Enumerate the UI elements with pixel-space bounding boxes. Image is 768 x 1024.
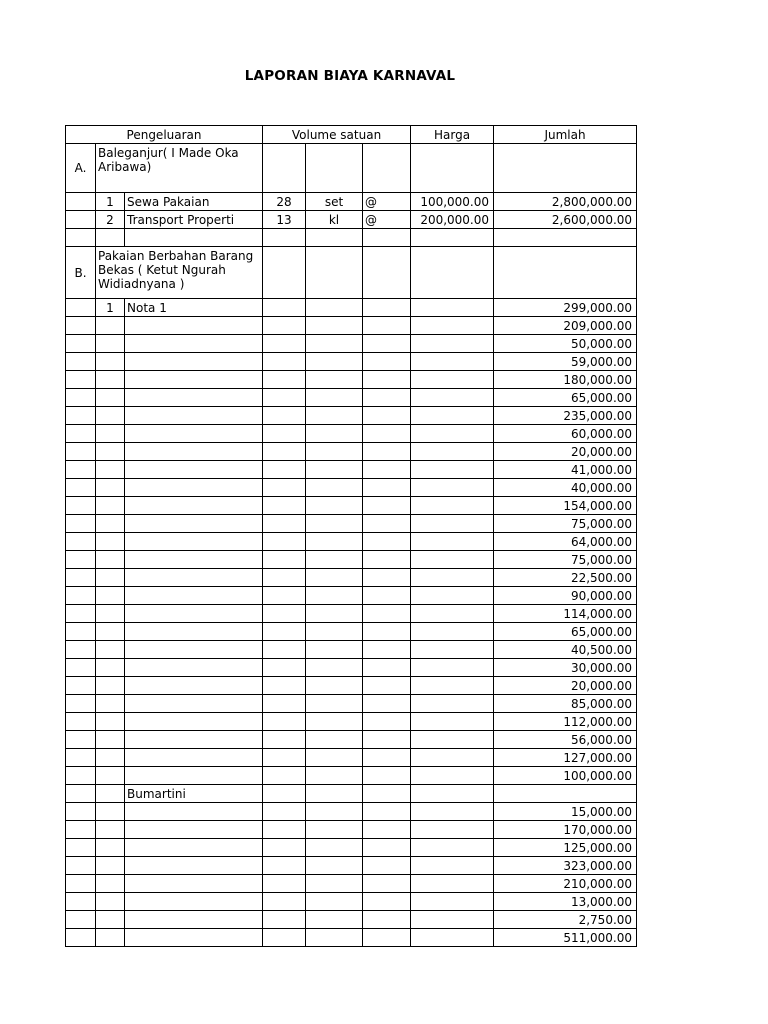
table-row xyxy=(66,533,637,551)
table-row xyxy=(66,299,637,317)
table-row xyxy=(66,569,637,587)
amount-cell: 114,000.00 xyxy=(494,605,637,623)
table-row xyxy=(66,425,637,443)
nota-no: 1 xyxy=(96,299,125,317)
amount-cell: 100,000.00 xyxy=(494,767,637,785)
table-row xyxy=(66,893,637,911)
amount-cell: 13,000.00 xyxy=(494,893,637,911)
item-total: 2,600,000.00 xyxy=(494,211,637,229)
amount-cell: 180,000.00 xyxy=(494,371,637,389)
amount-cell: 20,000.00 xyxy=(494,677,637,695)
amount-cell: 112,000.00 xyxy=(494,713,637,731)
header-harga: Harga xyxy=(411,126,494,144)
item-price: 200,000.00 xyxy=(411,211,494,229)
table-row xyxy=(66,211,637,229)
table-row xyxy=(66,677,637,695)
section-b-row xyxy=(66,247,637,299)
item-desc: Transport Properti xyxy=(125,211,263,229)
item-total: 2,800,000.00 xyxy=(494,193,637,211)
table-row xyxy=(66,389,637,407)
header-volume-satuan: Volume satuan xyxy=(263,126,411,144)
amount-cell: 154,000.00 xyxy=(494,497,637,515)
amount-cell: 50,000.00 xyxy=(494,335,637,353)
amount-cell: 210,000.00 xyxy=(494,875,637,893)
table-row xyxy=(66,857,637,875)
amount-cell: 299,000.00 xyxy=(494,299,637,317)
amount-cell: 65,000.00 xyxy=(494,389,637,407)
amount-cell: 170,000.00 xyxy=(494,821,637,839)
section-a-letter: A. xyxy=(66,144,96,193)
amount-cell: 15,000.00 xyxy=(494,803,637,821)
table-row xyxy=(66,407,637,425)
item-unit: kl xyxy=(306,211,363,229)
item-qty: 28 xyxy=(263,193,306,211)
table-row xyxy=(66,803,637,821)
header-pengeluaran: Pengeluaran xyxy=(66,126,263,144)
section-a-name: Baleganjur( I Made Oka Aribawa) xyxy=(96,144,263,193)
table-row xyxy=(66,497,637,515)
item-price: 100,000.00 xyxy=(411,193,494,211)
table-row xyxy=(66,785,637,803)
section-b-letter: B. xyxy=(66,247,96,299)
amount-cell: 20,000.00 xyxy=(494,443,637,461)
amount-cell: 65,000.00 xyxy=(494,623,637,641)
amount-cell: 60,000.00 xyxy=(494,425,637,443)
table-row xyxy=(66,623,637,641)
table-row xyxy=(66,839,637,857)
table-row xyxy=(66,443,637,461)
table-row xyxy=(66,911,637,929)
amount-cell: 41,000.00 xyxy=(494,461,637,479)
section-b-name: Pakaian Berbahan Barang Bekas ( Ketut Ngurah Widiadnyana ) xyxy=(96,247,263,299)
table-row xyxy=(66,587,637,605)
header-jumlah: Jumlah xyxy=(494,126,637,144)
table-row xyxy=(66,193,637,211)
table-row xyxy=(66,713,637,731)
amount-cell: 323,000.00 xyxy=(494,857,637,875)
amount-cell: 127,000.00 xyxy=(494,749,637,767)
table-row xyxy=(66,731,637,749)
amount-cell: 75,000.00 xyxy=(494,551,637,569)
amount-cell: 22,500.00 xyxy=(494,569,637,587)
table-row xyxy=(66,515,637,533)
amount-cell: 209,000.00 xyxy=(494,317,637,335)
amount-cell: 64,000.00 xyxy=(494,533,637,551)
table-row xyxy=(66,641,637,659)
item-unit: set xyxy=(306,193,363,211)
nota-label: Nota 1 xyxy=(125,299,263,317)
table-row xyxy=(66,659,637,677)
amount-cell: 30,000.00 xyxy=(494,659,637,677)
item-qty: 13 xyxy=(263,211,306,229)
amount-cell: 56,000.00 xyxy=(494,731,637,749)
table-row xyxy=(66,875,637,893)
amount-cell: 235,000.00 xyxy=(494,407,637,425)
item-at: @ xyxy=(363,211,411,229)
item-at: @ xyxy=(363,193,411,211)
table-row xyxy=(66,605,637,623)
amount-cell: 59,000.00 xyxy=(494,353,637,371)
table-row xyxy=(66,317,637,335)
table-row xyxy=(66,749,637,767)
amount-cell: 2,750.00 xyxy=(494,911,637,929)
empty-row xyxy=(66,229,637,247)
table-row xyxy=(66,551,637,569)
table-row xyxy=(66,371,637,389)
header-row xyxy=(66,126,637,144)
amount-cell: 75,000.00 xyxy=(494,515,637,533)
amount-cell: 125,000.00 xyxy=(494,839,637,857)
amount-cell: 511,000.00 xyxy=(494,929,637,947)
table-row xyxy=(66,695,637,713)
table-row xyxy=(66,461,637,479)
expense-table xyxy=(65,125,637,947)
item-desc: Sewa Pakaian xyxy=(125,193,263,211)
amount-cell: 40,000.00 xyxy=(494,479,637,497)
item-no: 1 xyxy=(96,193,125,211)
item-no: 2 xyxy=(96,211,125,229)
table-row xyxy=(66,767,637,785)
table-row xyxy=(66,353,637,371)
report-title: LAPORAN BIAYA KARNAVAL xyxy=(244,68,456,84)
sub-label: Bumartini xyxy=(125,785,263,803)
table-row xyxy=(66,821,637,839)
amount-cell: 40,500.00 xyxy=(494,641,637,659)
table-row xyxy=(66,929,637,947)
amount-cell: 85,000.00 xyxy=(494,695,637,713)
table-body xyxy=(66,144,637,947)
table-row xyxy=(66,335,637,353)
amount-cell: 90,000.00 xyxy=(494,587,637,605)
table-row xyxy=(66,479,637,497)
section-a-row xyxy=(66,144,637,193)
